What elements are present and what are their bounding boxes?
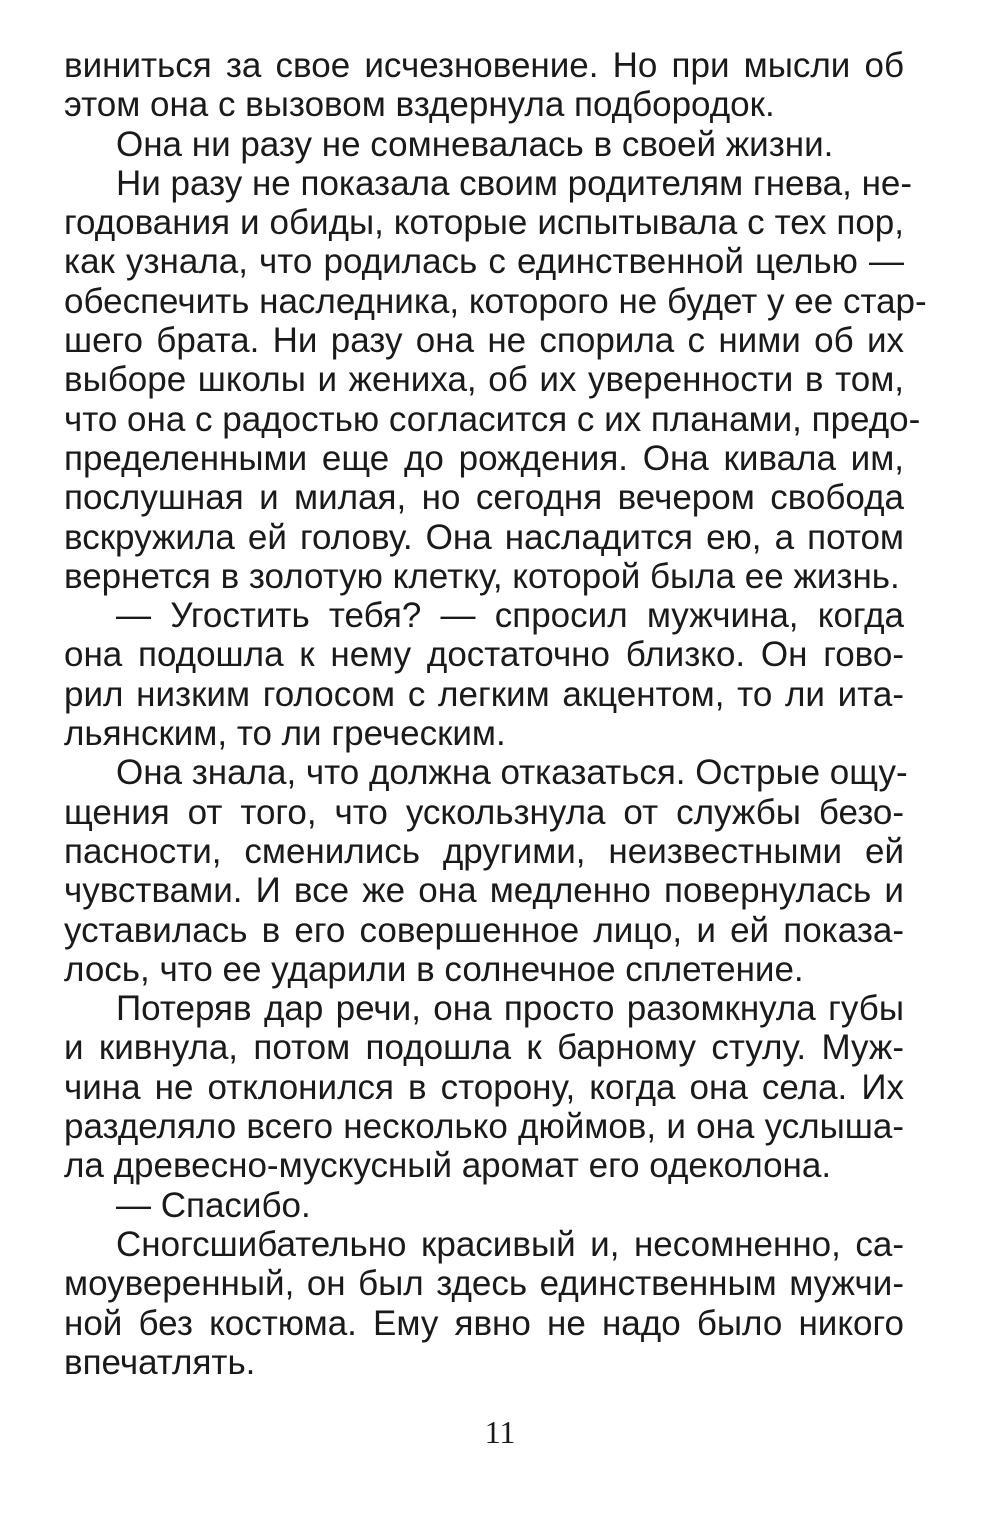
text-line: ла древесно-мускусный аромат его одеколона. xyxy=(64,1146,832,1186)
text-line: — Угостить тебя? — спросил мужчина, когда xyxy=(116,596,904,636)
text-line: впечатлять. xyxy=(64,1342,256,1382)
text-line: щения от того, что ускользнула от службы безо- xyxy=(64,792,904,832)
text-line: она подошла к нему достаточно близко. Он гово- xyxy=(64,635,904,675)
text-line: пасности, сменились другими, неизвестными ей xyxy=(64,831,904,871)
text-line: Сногсшибательно красивый и, несомненно, са- xyxy=(116,1224,904,1264)
text-line: обеспечить наследника, которого не будет у ее стар- xyxy=(64,281,927,321)
text-line: послушная и милая, но сегодня вечером свобода xyxy=(64,478,904,518)
text-line: как узнала, что родилась с единственной целью — xyxy=(64,242,904,282)
text-line: годования и обиды, которые испытывала с тех пор, xyxy=(64,203,904,243)
text-line: разделяло всего несколько дюймов, и она услыша- xyxy=(64,1107,904,1147)
text-line: этом она с вызовом вздернула подбородок. xyxy=(64,85,775,125)
text-line: уставилась в его совершенное лицо, и ей показа- xyxy=(64,910,904,950)
text-line: выборе школы и жениха, об их уверенности в том, xyxy=(64,360,904,400)
text-line: что она с радостью согласится с их планами, предо- xyxy=(64,399,921,439)
text-line: льянским, то ли греческим. xyxy=(64,714,506,754)
text-line: ной без костюма. Ему явно не надо было никого xyxy=(64,1303,904,1343)
text-line: Ни разу не показала своим родителям гнева, не- xyxy=(116,163,913,203)
text-line: вернется в золотую клетку, которой была ее жизнь. xyxy=(64,556,900,596)
text-line: — Спасибо. xyxy=(116,1185,311,1225)
text-line: Потеряв дар речи, она просто разомкнула губы xyxy=(116,989,904,1029)
text-line: вскружила ей голову. Она насладится ею, а потом xyxy=(64,517,904,557)
text-line: и кивнула, потом подошла к барному стулу. Муж- xyxy=(64,1028,904,1068)
text-line: Она знала, что должна отказаться. Острые ощу- xyxy=(116,753,908,793)
text-line: рил низким голосом с легким акцентом, то ли ита- xyxy=(64,674,904,714)
text-line: виниться за свое исчезновение. Но при мысли об xyxy=(64,46,904,85)
page-number: 11 xyxy=(484,1414,516,1450)
text-line: пределенными еще до рождения. Она кивала им, xyxy=(64,438,904,478)
text-line: чина не отклонился в сторону, когда она села. Их xyxy=(64,1067,904,1107)
text-line: чувствами. И все же она медленно повернулась и xyxy=(64,871,904,911)
text-line: Она ни разу не сомневалась в своей жизни. xyxy=(116,124,834,164)
body-text xyxy=(64,46,927,1382)
text-line: шего брата. Ни разу она не спорила с ними об их xyxy=(64,321,904,361)
text-line: моуверенный, он был здесь единственным мужчи- xyxy=(64,1264,904,1304)
text-line: лось, что ее ударили в солнечное сплетение. xyxy=(64,949,804,989)
